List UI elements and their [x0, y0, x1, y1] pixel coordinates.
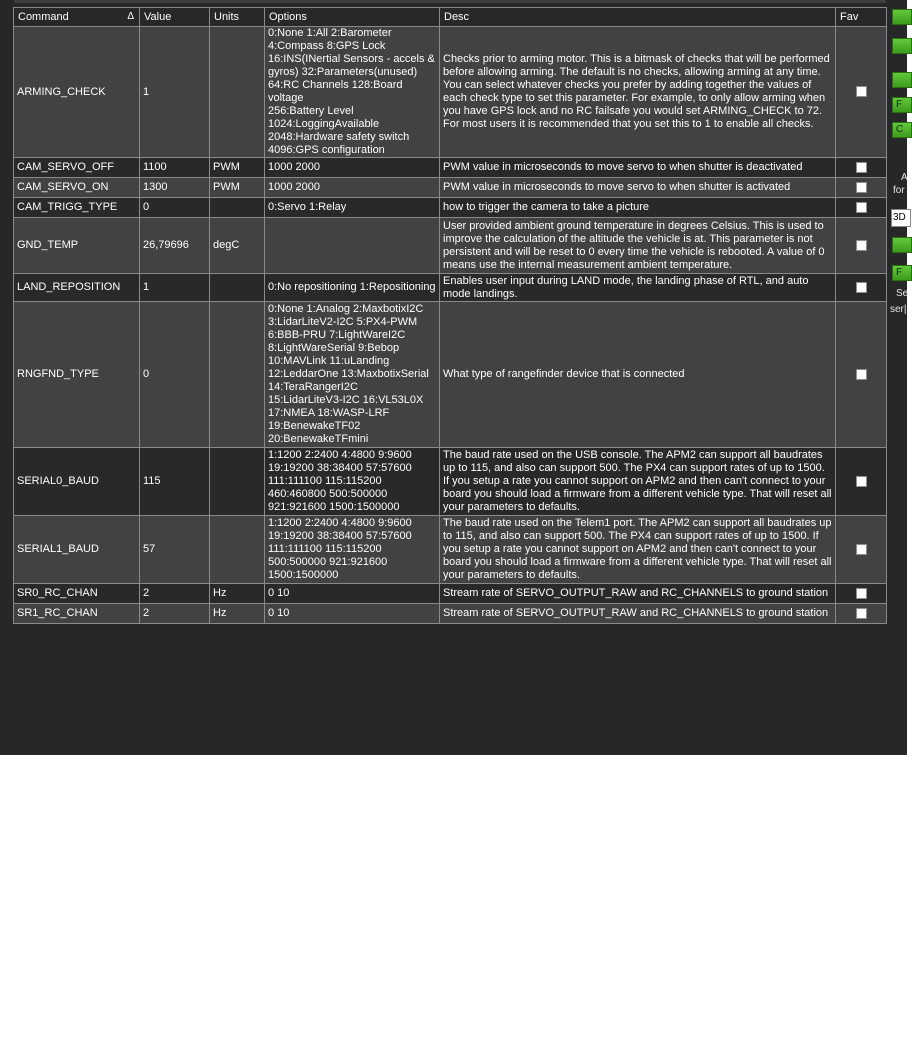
table-row [14, 178, 887, 198]
column-header-units[interactable]: Units [210, 8, 265, 27]
table-row [14, 274, 887, 302]
favorite-checkbox[interactable] [856, 162, 867, 173]
scrollbar-track-top [14, 0, 886, 3]
side-button-5[interactable]: C [892, 122, 912, 138]
table-row [14, 158, 887, 178]
cell-fav [836, 584, 887, 604]
cell-command[interactable]: CAM_SERVO_OFF [14, 158, 140, 178]
cell-value[interactable]: 26,79696 [140, 218, 210, 274]
cell-fav [836, 274, 887, 302]
cell-options: 0 10 [265, 584, 440, 604]
table-row [14, 218, 887, 274]
table-row [14, 516, 887, 584]
cell-fav [836, 27, 887, 158]
cell-desc: Enables user input during LAND mode, the landing phase of RTL, and auto mode landings. [440, 274, 836, 302]
cell-fav [836, 516, 887, 584]
cell-fav [836, 218, 887, 274]
params-table [13, 7, 887, 624]
cell-units: PWM [210, 158, 265, 178]
cell-units [210, 516, 265, 584]
cell-options: 0:None 1:Analog 2:MaxbotixI2C 3:LidarLiteV2-I2C 5:PX4-PWM 6:BBB-PRU 7:LightWareI2C 8:LightWareSerial 9:Bebop 10:MAVLink 11:uLanding 12:LeddarOne 13:MaxbotixSerial 14:TeraRangerI2C 15:LidarLiteV3-I2C 16:VL53L0X 17:NMEA 18:WASP-LRF 19:BenewakeTF02 20:BenewakeTFmini [265, 302, 440, 448]
cell-desc: Stream rate of SERVO_OUTPUT_RAW and RC_CHANNELS to ground station [440, 584, 836, 604]
cell-units [210, 198, 265, 218]
table-row [14, 27, 887, 158]
cell-units [210, 27, 265, 158]
cell-units [210, 302, 265, 448]
side-button-1[interactable] [892, 9, 912, 25]
cell-desc: how to trigger the camera to take a picture [440, 198, 836, 218]
cell-fav [836, 198, 887, 218]
column-header-command[interactable] [14, 8, 140, 27]
cell-value[interactable]: 2 [140, 604, 210, 624]
header-row [14, 8, 887, 27]
cell-desc: The baud rate used on the USB console. The APM2 can support all baudrates up to 115, and also can support 500. The PX4 can support rates of up to 1500. If you setup a rate you cannot support on APM2 and then can't connect to your board you should load a firmware from a different vehicle type. That will reset all your parameters to defaults. [440, 448, 836, 516]
cell-options [265, 218, 440, 274]
cell-command[interactable]: SERIAL1_BAUD [14, 516, 140, 584]
sort-ascending-icon: Δ [127, 11, 134, 22]
favorite-checkbox[interactable] [856, 588, 867, 599]
cell-value[interactable]: 1 [140, 27, 210, 158]
side-panel [888, 0, 907, 755]
cell-desc: What type of rangefinder device that is connected [440, 302, 836, 448]
cell-command[interactable]: ARMING_CHECK [14, 27, 140, 158]
column-header-value[interactable]: Value [140, 8, 210, 27]
cell-units [210, 274, 265, 302]
cell-units: degC [210, 218, 265, 274]
cell-units: PWM [210, 178, 265, 198]
table-row [14, 604, 887, 624]
cell-value[interactable]: 1 [140, 274, 210, 302]
cell-value[interactable]: 1100 [140, 158, 210, 178]
cell-fav [836, 302, 887, 448]
cell-desc: Stream rate of SERVO_OUTPUT_RAW and RC_CHANNELS to ground station [440, 604, 836, 624]
favorite-checkbox[interactable] [856, 282, 867, 293]
side-label-ser: ser| [890, 304, 907, 315]
side-label-a: A [901, 172, 908, 183]
cell-options: 1:1200 2:2400 4:4800 9:9600 19:19200 38:38400 57:57600 111:111100 115:115200 500:500000 921:921600 1500:1500000 [265, 516, 440, 584]
cell-command[interactable]: CAM_SERVO_ON [14, 178, 140, 198]
column-header-desc[interactable]: Desc [440, 8, 836, 27]
cell-command[interactable]: CAM_TRIGG_TYPE [14, 198, 140, 218]
cell-fav [836, 158, 887, 178]
side-label-for: for [893, 185, 905, 196]
cell-fav [836, 448, 887, 516]
side-button-7[interactable]: F [892, 265, 912, 281]
cell-command[interactable]: LAND_REPOSITION [14, 274, 140, 302]
cell-fav [836, 604, 887, 624]
column-header-options[interactable]: Options [265, 8, 440, 27]
cell-options: 0:Servo 1:Relay [265, 198, 440, 218]
cell-command[interactable]: SR1_RC_CHAN [14, 604, 140, 624]
cell-value[interactable]: 0 [140, 198, 210, 218]
table-row [14, 198, 887, 218]
cell-units: Hz [210, 584, 265, 604]
side-button-6[interactable] [892, 237, 912, 253]
cell-units [210, 448, 265, 516]
cell-command[interactable]: SR0_RC_CHAN [14, 584, 140, 604]
cell-value[interactable]: 2 [140, 584, 210, 604]
cell-options: 0 10 [265, 604, 440, 624]
cell-desc: Checks prior to arming motor. This is a bitmask of checks that will be performed before allowing arming. The default is no checks, allowing arming at any time. You can select whatever checks you prefer by adding together the values of each check type to set this parameter. For example, to only allow arming when you have GPS lock and no RC failsafe you would set ARMING_CHECK to 72. For most users it is recommended that you set this to 1 to enable all checks. [440, 27, 836, 158]
favorite-checkbox[interactable] [856, 86, 867, 97]
favorite-checkbox[interactable] [856, 202, 867, 213]
favorite-checkbox[interactable] [856, 608, 867, 619]
side-button-3[interactable] [892, 72, 912, 88]
table-row [14, 448, 887, 516]
favorite-checkbox[interactable] [856, 369, 867, 380]
favorite-checkbox[interactable] [856, 240, 867, 251]
side-button-2[interactable] [892, 38, 912, 54]
cell-options: 0:None 1:All 2:Barometer 4:Compass 8:GPS Lock 16:INS(INertial Sensors - accels & gyros) 32:Parameters(unused) 64:RC Channels 128:Board voltage 256:Battery Level 1024:LoggingAvailable 2048:Hardware safety switch 4096:GPS configuration [265, 27, 440, 158]
cell-options: 0:No repositioning 1:Repositioning [265, 274, 440, 302]
cell-desc: User provided ambient ground temperature in degrees Celsius. This is used to improve the calculation of the altitude the vehicle is at. This parameter is not persistent and will be reset to 0 every time the vehicle is rebooted. A value of 0 means use the internal measurement ambient temperature. [440, 218, 836, 274]
side-button-4[interactable]: F [892, 97, 912, 113]
cell-command[interactable]: GND_TEMP [14, 218, 140, 274]
cell-options: 1000 2000 [265, 158, 440, 178]
column-header-command-label: Command [18, 10, 69, 23]
side-input[interactable]: 3D [891, 209, 911, 227]
cell-value[interactable]: 57 [140, 516, 210, 584]
favorite-checkbox[interactable] [856, 476, 867, 487]
cell-command[interactable]: SERIAL0_BAUD [14, 448, 140, 516]
cell-desc: PWM value in microseconds to move servo to when shutter is deactivated [440, 158, 836, 178]
cell-value[interactable]: 1300 [140, 178, 210, 198]
column-header-fav[interactable]: Fav [836, 8, 887, 27]
side-label-se: Se [896, 288, 909, 299]
cell-fav [836, 178, 887, 198]
favorite-checkbox[interactable] [856, 182, 867, 193]
cell-value[interactable]: 115 [140, 448, 210, 516]
cell-command[interactable]: RNGFND_TYPE [14, 302, 140, 448]
cell-options: 1000 2000 [265, 178, 440, 198]
cell-desc: The baud rate used on the Telem1 port. The APM2 can support all baudrates up to 115, and also can support 500. The PX4 can support rates of up to 1500. If you setup a rate you cannot support on APM2 and then can't connect to your board you should load a firmware from a different vehicle type. That will reset all your parameters to defaults. [440, 516, 836, 584]
cell-units: Hz [210, 604, 265, 624]
cell-value[interactable]: 0 [140, 302, 210, 448]
cell-options: 1:1200 2:2400 4:4800 9:9600 19:19200 38:38400 57:57600 111:111100 115:115200 460:460800 500:500000 921:921600 1500:1500000 [265, 448, 440, 516]
table-row [14, 584, 887, 604]
cell-desc: PWM value in microseconds to move servo to when shutter is activated [440, 178, 836, 198]
table-row [14, 302, 887, 448]
favorite-checkbox[interactable] [856, 544, 867, 555]
